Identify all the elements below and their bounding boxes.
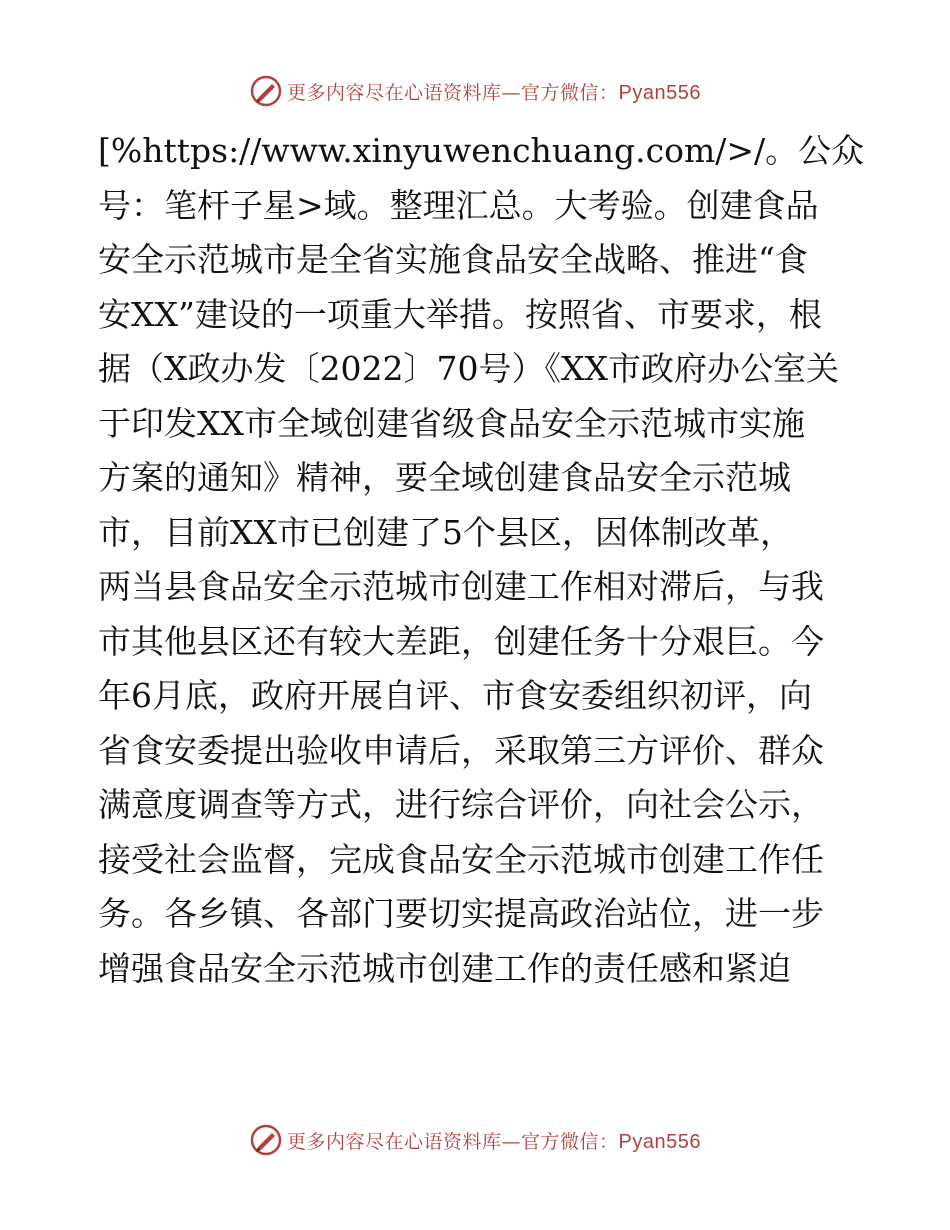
brush-logo-icon [249,74,283,108]
document-body [98,124,868,996]
body-line: 号：笔杆子星>域。整理汇总。大考验。创建食品 [98,185,819,225]
body-line: 增强食品安全示范城市创建工作的责任感和紧迫 [98,948,791,988]
body-line: 务。各乡镇、各部门要切实提高政治站位，进一步 [98,894,824,933]
header-banner-label: 更多内容尽在心语资料库—官方微信： [287,81,619,104]
body-line: 方案的通知》精神，要全域创建食品安全示范城 [98,458,791,497]
body-line: 接受社会监督，完成食品安全示范城市创建工作任 [98,839,824,879]
footer-banner-label: 更多内容尽在心语资料库—官方微信： [287,1130,619,1153]
body-line: 安XX”建设的一项重大举措。按照省、市要求，根 [98,294,822,334]
body-line: 据（X政办发〔2022〕70号）《XX市政府办公室关 [98,349,839,388]
body-line: 市，目前XX市已创建了5个县区，因体制改革， [98,512,793,552]
header-wechat-id: Pyan556 [618,81,701,104]
body-line: 于印发XX市全域创建省级食品安全示范城市实施 [98,403,805,443]
footer-banner [0,1120,950,1160]
footer-wechat-id: Pyan556 [618,1130,701,1153]
body-line: 两当县食品安全示范城市创建工作相对滞后，与我 [98,567,824,606]
body-line: 年6月底，政府开展自评、市食安委组织初评，向 [98,676,812,715]
body-line: 安全示范城市是全省实施食品安全战略、推进“食 [98,240,808,279]
footer-banner-text [287,1127,701,1154]
body-line: 市其他县区还有较大差距，创建任务十分艰巨。今 [98,621,824,661]
body-line: 省食安委提出验收申请后，采取第三方评价、群众 [98,730,824,770]
header-banner [0,71,950,111]
brush-logo-icon [249,1123,283,1157]
body-line: [%https://www.xinyuwenchuang.com/>/。公众 [98,131,865,170]
header-banner-text [287,78,701,105]
body-line: 满意度调查等方式，进行综合评价，向社会公示， [98,785,824,824]
